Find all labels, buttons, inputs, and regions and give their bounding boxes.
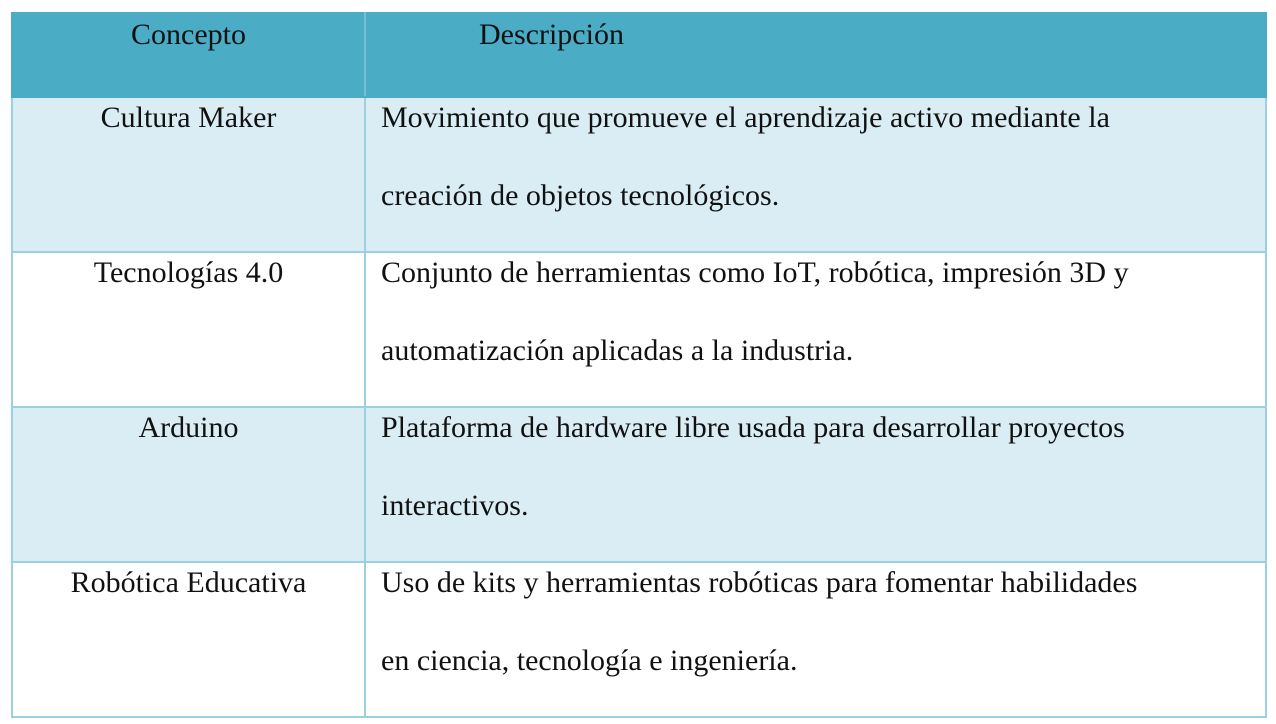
description-line: Uso de kits y herramientas robóticas para fomentar habilidades xyxy=(381,566,1138,599)
table-body xyxy=(12,97,1266,717)
row-description xyxy=(365,252,1266,407)
row-concept: Tecnologías 4.0 xyxy=(12,252,365,407)
row-concept: Robótica Educativa xyxy=(12,562,365,717)
table-row xyxy=(12,252,1266,407)
description-line: creación de objetos tecnológicos. xyxy=(381,179,780,212)
row-concept: Arduino xyxy=(12,407,365,562)
header-description: Descripción xyxy=(365,13,1266,97)
concepts-table xyxy=(11,12,1267,718)
description-line: interactivos. xyxy=(381,489,529,522)
row-description xyxy=(365,407,1266,562)
description-line: Movimiento que promueve el aprendizaje activo mediante la xyxy=(381,101,1110,134)
row-description xyxy=(365,97,1266,252)
description-line: Conjunto de herramientas como IoT, robótica, impresión 3D y xyxy=(381,256,1129,289)
description-line: Plataforma de hardware libre usada para desarrollar proyectos xyxy=(381,411,1125,444)
header-concept: Concepto xyxy=(12,13,365,97)
table-row xyxy=(12,407,1266,562)
row-concept: Cultura Maker xyxy=(12,97,365,252)
table-row xyxy=(12,562,1266,717)
table-row xyxy=(12,97,1266,252)
row-description xyxy=(365,562,1266,717)
description-line: en ciencia, tecnología e ingeniería. xyxy=(381,644,798,677)
description-line: automatización aplicadas a la industria. xyxy=(381,334,854,367)
